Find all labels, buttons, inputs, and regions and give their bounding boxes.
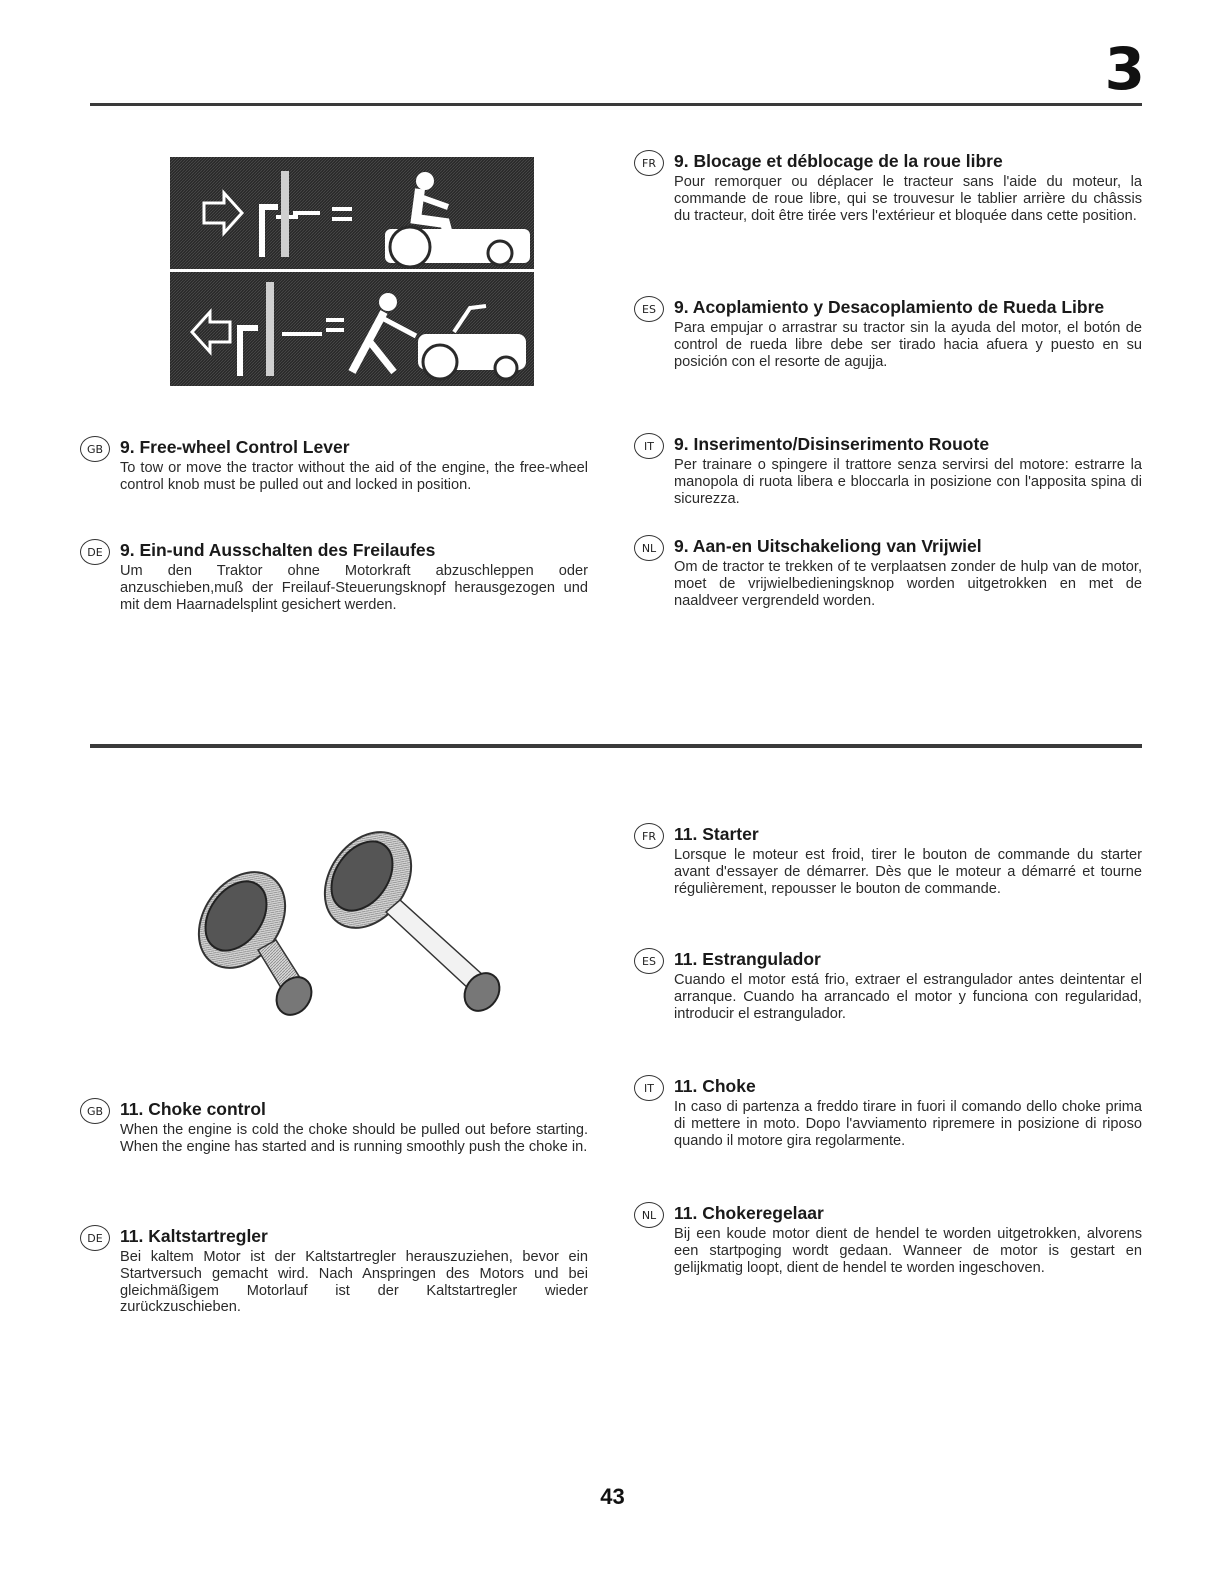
section-body: When the engine is cold the choke should be pulled out before starting. When the engine has started and is running smoothly push the choke in. [120, 1122, 588, 1155]
language-badge-fr: FR [634, 150, 664, 176]
section-body: To tow or move the tractor without the aid of the engine, the free-wheel control knob must be pulled out and locked in position. [120, 460, 588, 493]
section-divider [90, 744, 1142, 748]
language-badge-nl: NL [634, 1202, 664, 1228]
choke-knob-illustration [180, 820, 530, 1030]
section-heading: 9. Ein-und Ausschalten des Freilaufes [120, 540, 436, 560]
section-body: Bij een koude motor dient de hendel te worden uitgetrokken, alvorens een startpoging wordt gedaan. Wanneer de motor is gestart en gelijkmatig loopt, dient de hendel te worden ingeschoven. [674, 1226, 1142, 1276]
language-badge-it: IT [634, 1075, 664, 1101]
language-badge-it: IT [634, 433, 664, 459]
section-body: Per trainare o spingere il trattore senza servirsi del motore: estrarre la manopola di ruota libera e bloccarla in posizione con l'apposita spina di sicurezza. [674, 457, 1142, 507]
choke-section-gb [86, 1099, 588, 1156]
language-badge-gb: GB [80, 1098, 110, 1124]
freewheel-section-es [642, 297, 1142, 370]
choke-section-it [644, 1076, 1142, 1149]
section-body: Cuando el motor está frio, extraer el estrangulador antes deintentar el arranque. Cuando ha arrancado el motor y funciona con regularidad, introducir el estrangulador. [674, 972, 1142, 1022]
freewheel-released-illustration [170, 272, 534, 386]
top-rule [90, 103, 1142, 106]
language-badge-fr: FR [634, 823, 664, 849]
section-body: In caso di partenza a freddo tirare in fuori il comando dello choke prima di mettere in moto. Dopo l'avviamento ripremere in posizione di riposo quando il motore gira regolarmente. [674, 1099, 1142, 1149]
freewheel-engaged-illustration [170, 157, 534, 269]
section-heading: 11. Starter [674, 824, 759, 844]
language-badge-de: DE [80, 1225, 110, 1251]
freewheel-section-nl [641, 536, 1142, 609]
language-badge-nl: NL [634, 535, 664, 561]
freewheel-section-de [87, 540, 588, 613]
choke-section-de [87, 1226, 588, 1316]
freewheel-section-gb [86, 437, 588, 494]
section-body: Lorsque le moteur est froid, tirer le bouton de commande du starter avant d'essayer de démarrer. Dès que le moteur a démarré et tourne régulièrement, repousser le bouton de commande. [674, 847, 1142, 897]
section-heading: 11. Chokeregelaar [674, 1203, 824, 1223]
section-heading: 11. Choke control [120, 1099, 266, 1119]
freewheel-section-it [644, 434, 1142, 507]
section-heading: 9. Blocage et déblocage de la roue libre [674, 151, 1003, 171]
section-body: Um den Traktor ohne Motorkraft abzuschleppen oder anzuschieben,muß der Freilauf-Steuerungsknopf herausgezogen und mit dem Haarnadelsplint gesichert werden. [120, 563, 588, 613]
section-heading: 11. Choke [674, 1076, 756, 1096]
section-heading: 11. Kaltstartregler [120, 1226, 268, 1246]
freewheel-engaged-panel [170, 157, 534, 269]
language-badge-de: DE [80, 539, 110, 565]
section-heading: 11. Estrangulador [674, 949, 821, 969]
freewheel-section-fr [642, 151, 1142, 224]
language-badge-es: ES [634, 948, 664, 974]
section-body: Om de tractor te trekken of te verplaatsen zonder de hulp van de motor, moet de vrijwielbedieningsknop worden uitgetrokken en met de naaldveer vergrendeld worden. [674, 559, 1142, 609]
section-heading: 9. Aan-en Uitschakeliong van Vrijwiel [674, 536, 982, 556]
chapter-number: 3 [1104, 35, 1145, 103]
section-heading: 9. Acoplamiento y Desacoplamiento de Rueda Libre [674, 297, 1105, 317]
section-body: Pour remorquer ou déplacer le tracteur sans l'aide du moteur, la commande de roue libre, qui se trouvesur le tablier arrière du châssis du tracteur, doit être tirée vers l'extérieur et bloquée dans cette position. [674, 174, 1142, 224]
freewheel-released-panel [170, 272, 534, 386]
choke-section-nl [641, 1203, 1142, 1276]
section-heading: 9. Inserimento/Disinserimento Rouote [674, 434, 990, 454]
choke-section-es [642, 949, 1142, 1022]
page-number: 43 [600, 1484, 625, 1509]
section-body: Bei kaltem Motor ist der Kaltstartregler herauszuziehen, bevor ein Startversuch gemacht wird. Nach Anspringen des Motors und bei gleichmäßigem Motorlauf ist der Kaltstartregler wieder zurückzuschieben. [120, 1249, 588, 1316]
choke-section-fr [642, 824, 1142, 897]
section-body: Para empujar o arrastrar su tractor sin la ayuda del motor, el botón de control de rueda libre debe ser tirado hacia afuera y puesto en su posición con el resorte de agujja. [674, 320, 1142, 370]
language-badge-es: ES [634, 296, 664, 322]
language-badge-gb: GB [80, 436, 110, 462]
section-heading: 9. Free-wheel Control Lever [120, 437, 350, 457]
